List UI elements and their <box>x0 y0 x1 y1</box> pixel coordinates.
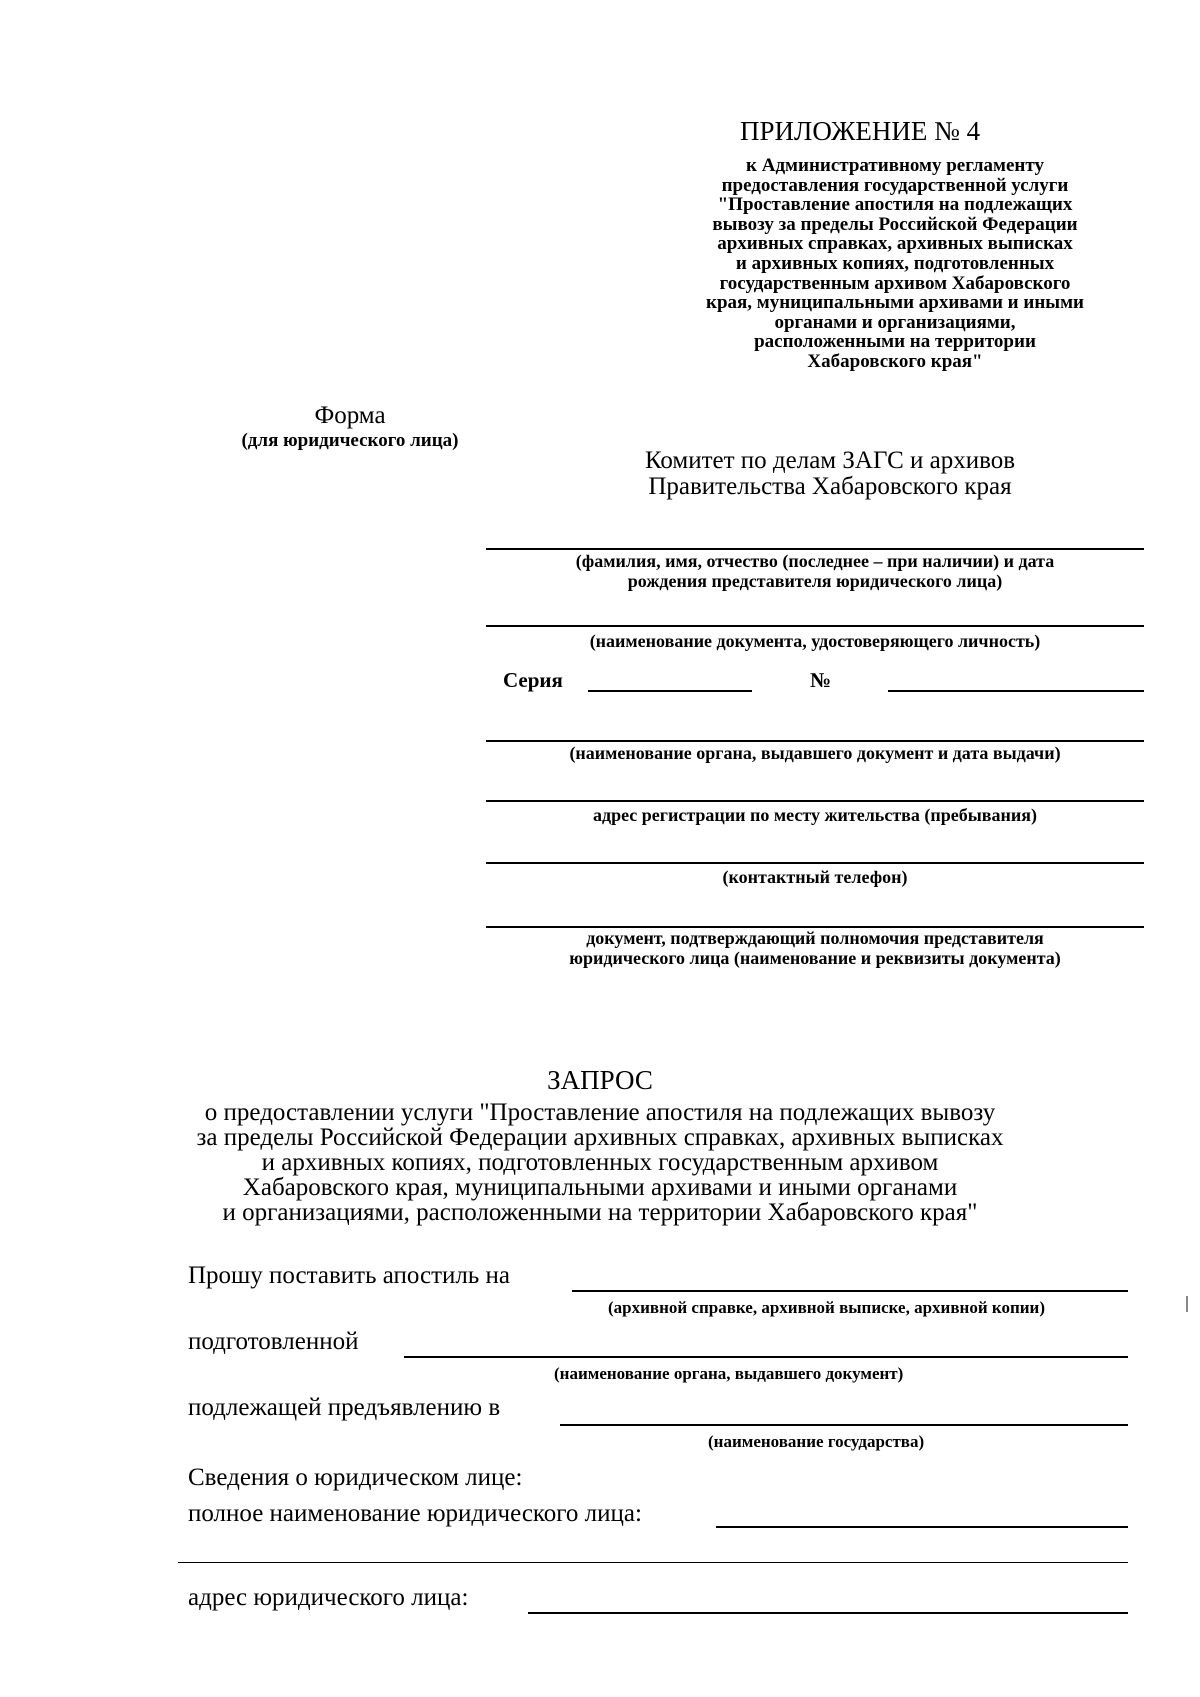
prepared-field-line[interactable] <box>404 1356 1128 1358</box>
issuer-caption: (наименование органа, выдавшего документ и дата выдачи) <box>569 743 1061 763</box>
apostille-label: Прошу поставить апостиль на <box>188 1262 511 1289</box>
phone-field-line[interactable] <box>486 862 1144 864</box>
address-field-line[interactable] <box>486 800 1144 802</box>
country-label: подлежащей предъявлению в <box>188 1394 501 1421</box>
authority-caption: документ, подтверждающий полномочия представителя юридического лица (наименование и реквизиты документа) <box>569 928 1061 968</box>
address-caption: адрес регистрации по месту жительства (пребывания) <box>592 805 1037 825</box>
form-title: Форма <box>314 402 386 429</box>
series-label: Серия <box>503 668 563 692</box>
id-document-caption: (наименование документа, удостоверяющего личность) <box>589 631 1041 651</box>
country-field-line[interactable] <box>560 1424 1128 1426</box>
scan-mark <box>1186 1296 1188 1312</box>
full-name-label: полное наименование юридического лица: <box>188 1500 642 1527</box>
request-body: о предоставлении услуги "Проставление апостиля на подлежащих вывозу за пределы Российской Федерации архивных справках, архивных выписках и архивных копиях, подготовленных государственным архивом Хабаровского края, муниципальными архивами и иными органами и организациями, расположенными на территории Хабаровского края" <box>196 1099 1004 1226</box>
legal-entity-heading: Сведения о юридическом лице: <box>188 1464 523 1491</box>
appendix-title: ПРИЛОЖЕНИЕ № 4 <box>740 116 981 146</box>
addressee: Комитет по делам ЗАГС и архивов Правительства Хабаровского края <box>644 447 1016 500</box>
full-name-field-line[interactable] <box>716 1526 1128 1528</box>
id-document-field-line[interactable] <box>486 625 1144 627</box>
number-field-line[interactable] <box>888 690 1144 692</box>
prepared-label: подготовленной <box>188 1328 359 1355</box>
apostille-caption: (архивной справке, архивной выписке, архивной копии) <box>608 1298 1045 1317</box>
form-subtitle: (для юридического лица) <box>241 430 459 451</box>
name-field-line[interactable] <box>486 548 1144 550</box>
country-caption: (наименование государства) <box>708 1432 925 1451</box>
issuer-field-line[interactable] <box>486 740 1144 742</box>
name-field-caption: (фамилия, имя, отчество (последнее – при наличии) и дата рождения представителя юридического лица) <box>575 551 1055 591</box>
number-label: № <box>810 668 832 692</box>
appendix-note: к Административному регламенту предоставления государственной услуги "Проставление апостиля на подлежащих вывозу за пределы Российской Федерации архивных справках, архивных выписках и архивных копиях, подготовленных государственным архивом Хабаровского края, муниципальными архивами и иными органами и организациями, расположенными на территории Хабаровского края" <box>706 155 1084 372</box>
legal-address-field-line[interactable] <box>528 1612 1128 1614</box>
series-field-line[interactable] <box>588 690 752 692</box>
request-title: ЗАПРОС <box>547 1065 653 1095</box>
prepared-caption: (наименование органа, выдавшего документ) <box>554 1364 904 1383</box>
legal-address-label: адрес юридического лица: <box>188 1584 469 1611</box>
full-name-continuation-line[interactable] <box>178 1562 1128 1563</box>
apostille-field-line[interactable] <box>572 1290 1128 1292</box>
phone-caption: (контактный телефон) <box>722 867 908 887</box>
punch-hole-mark <box>48 608 82 642</box>
